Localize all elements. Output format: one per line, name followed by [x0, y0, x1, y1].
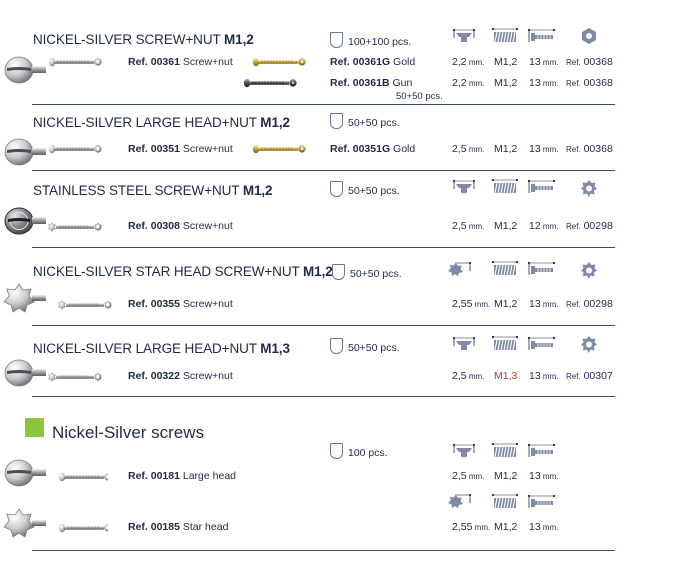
length-value: 13 mm.: [529, 56, 559, 68]
extra-package-count: 50+50 pcs.: [396, 91, 443, 102]
length-icon: [528, 494, 556, 510]
head-diameter-icon: [452, 443, 478, 459]
diameter-value: 2,2 mm.: [452, 77, 485, 89]
bag-icon: [330, 113, 343, 129]
diameter-value: 2,55 mm.: [452, 521, 491, 533]
product-title: NICKEL-SILVER LARGE HEAD+NUT M1,3: [33, 341, 290, 356]
thread-value-highlight: M1,3: [494, 370, 518, 382]
screw-image: [48, 222, 112, 232]
length-icon: [528, 28, 556, 44]
package-count: 50+50 pcs.: [330, 338, 400, 354]
length-icon: [528, 336, 556, 352]
screw-head-image: [4, 358, 48, 388]
section-marker: [25, 418, 44, 437]
product-ref: Ref. 00181 Large head: [128, 470, 237, 482]
package-count: 50+50 pcs.: [330, 181, 400, 197]
tool-ref: Ref. 00298: [566, 220, 613, 232]
package-count: 50+50 pcs.: [332, 264, 402, 280]
bag-icon: [330, 338, 343, 354]
tool-ref: Ref. 00368: [566, 77, 613, 89]
screw-image: [58, 523, 108, 533]
thread-value: M1,2: [494, 77, 518, 89]
product-title: NICKEL-SILVER LARGE HEAD+NUT M1,2: [33, 115, 290, 130]
divider: [32, 247, 615, 248]
product-ref-gold: Ref. 00351G Gold: [330, 143, 416, 155]
thread-icon: [492, 494, 518, 510]
screw-head-image: [4, 283, 48, 313]
product-ref-gun: Ref. 00361B Gun: [330, 77, 413, 89]
screw-head-image: [4, 508, 48, 538]
screw-head-image: [4, 55, 48, 85]
diameter-value: 2,5 mm.: [452, 370, 485, 382]
thread-icon: [492, 261, 518, 277]
divider: [32, 550, 615, 551]
package-count: 100+100 pcs.: [330, 32, 411, 48]
length-icon: [528, 443, 556, 459]
thread-value: M1,2: [494, 521, 518, 533]
product-ref: Ref. 00355 Screw+nut: [128, 298, 233, 310]
screw-image: [48, 57, 104, 67]
tool-ref: Ref. 00368: [566, 56, 613, 68]
star-head-icon: [448, 261, 474, 278]
star-head-icon: [448, 493, 474, 510]
product-ref: Ref. 00308 Screw+nut: [128, 220, 233, 232]
length-icon: [528, 179, 556, 195]
head-diameter-icon: [452, 179, 478, 195]
product-ref: Ref. 00322 Screw+nut: [128, 370, 233, 382]
product-ref: Ref. 00351 Screw+nut: [128, 143, 233, 155]
gold-screw-image: [252, 57, 316, 67]
star-nut-icon: [581, 336, 598, 353]
thread-icon: [492, 336, 518, 352]
screw-image: [48, 372, 112, 382]
thread-value: M1,2: [494, 143, 518, 155]
tool-ref: Ref. 00298: [566, 298, 613, 310]
product-title: NICKEL-SILVER STAR HEAD SCREW+NUT M1,2: [33, 264, 333, 279]
diameter-value: 2,5 mm.: [452, 220, 485, 232]
length-value: 13 mm.: [529, 143, 559, 155]
thread-value: M1,2: [494, 470, 518, 482]
tool-ref: Ref. 00307: [566, 370, 613, 382]
screw-head-image: [4, 458, 48, 488]
bag-icon: [330, 32, 343, 48]
product-ref: Ref. 00185 Star head: [128, 521, 229, 533]
bag-icon: [330, 443, 343, 459]
diameter-value: 2,5 mm.: [452, 143, 485, 155]
screw-image: [58, 300, 122, 310]
gold-screw-image: [252, 144, 316, 154]
divider: [32, 396, 615, 397]
package-count: 100 pcs.: [330, 443, 388, 459]
thread-icon: [492, 28, 518, 44]
screw-head-image: [4, 206, 48, 236]
gun-screw-image: [243, 78, 307, 88]
length-value: 13 mm.: [529, 470, 559, 482]
nut-icon: [581, 28, 598, 45]
diameter-value: 2,55 mm.: [452, 298, 491, 310]
length-value: 12 mm.: [529, 220, 559, 232]
divider: [32, 104, 615, 105]
star-nut-icon: [581, 180, 598, 197]
length-value: 13 mm.: [529, 370, 559, 382]
bag-icon: [332, 264, 345, 280]
tool-ref: Ref. 00368: [566, 143, 613, 155]
length-value: 13 mm.: [529, 521, 559, 533]
divider: [32, 325, 615, 326]
divider: [32, 170, 615, 171]
diameter-value: 2,2 mm.: [452, 56, 485, 68]
thread-value: M1,2: [494, 298, 518, 310]
length-value: 13 mm.: [529, 298, 559, 310]
star-nut-icon: [581, 262, 598, 279]
product-title: NICKEL-SILVER SCREW+NUT M1,2: [33, 32, 254, 47]
diameter-value: 2,5 mm.: [452, 470, 485, 482]
length-icon: [528, 261, 556, 277]
package-count: 50+50 pcs.: [330, 113, 400, 129]
product-ref: Ref. 00361 Screw+nut: [128, 56, 233, 68]
thread-icon: [492, 179, 518, 195]
bag-icon: [330, 181, 343, 197]
thread-value: M1,2: [494, 220, 518, 232]
screw-head-image: [4, 137, 48, 167]
head-diameter-icon: [452, 336, 478, 352]
thread-value: M1,2: [494, 56, 518, 68]
head-diameter-icon: [452, 28, 478, 44]
thread-icon: [492, 443, 518, 459]
product-title: STAINLESS STEEL SCREW+NUT M1,2: [33, 183, 273, 198]
product-ref-gold: Ref. 00361G Gold: [330, 56, 416, 68]
screw-image: [58, 472, 108, 482]
screw-image: [48, 144, 104, 154]
section-title: Nickel-Silver screws: [52, 423, 205, 442]
length-value: 13 mm.: [529, 77, 559, 89]
